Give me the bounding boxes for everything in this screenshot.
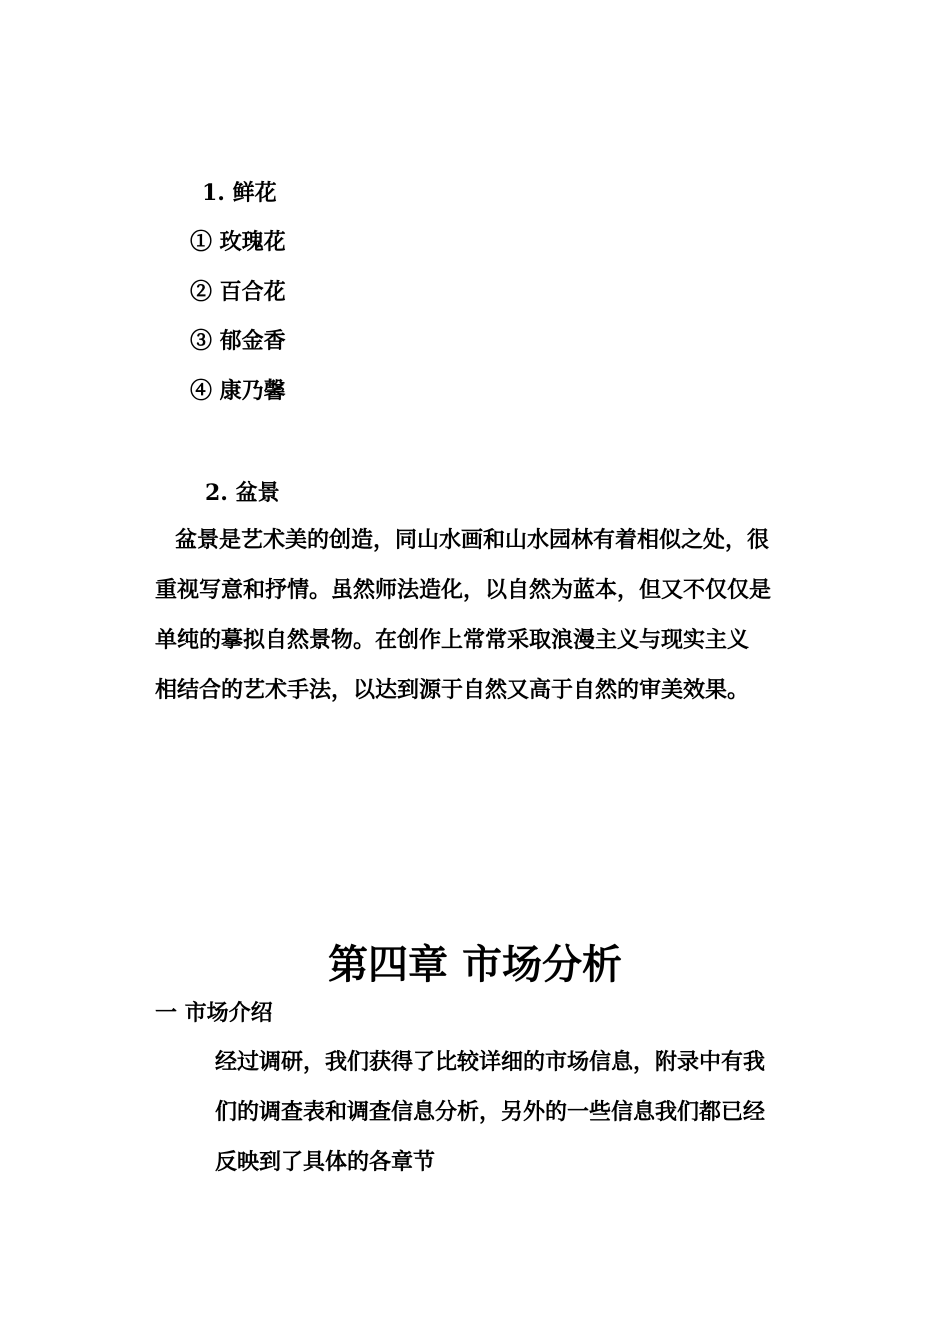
bonsai-paragraph-line-4: 相结合的艺术手法，以达到源于自然又高于自然的审美效果。 bbox=[155, 677, 750, 703]
market-paragraph-line-3: 反映到了具体的各章节 bbox=[215, 1149, 436, 1175]
list-item-carnation: ④ 康乃馨 bbox=[190, 378, 286, 404]
market-paragraph-line-2: 们的调查表和调查信息分析，另外的一些信息我们都已经 bbox=[215, 1099, 766, 1125]
list-item-tulip: ③ 郁金香 bbox=[190, 328, 286, 354]
list-item-rose: ① 玫瑰花 bbox=[190, 229, 286, 255]
market-paragraph-line-1: 经过调研，我们获得了比较详细的市场信息，附录中有我 bbox=[215, 1049, 766, 1075]
subsection-heading-market-intro: 一 市场介绍 bbox=[155, 1000, 273, 1026]
bonsai-paragraph-line-3: 单纯的摹拟自然景物。在创作上常常采取浪漫主义与现实主义 bbox=[155, 627, 750, 653]
bonsai-paragraph-line-1: 盆景是艺术美的创造，同山水画和山水园林有着相似之处，很 bbox=[175, 527, 770, 553]
list-item-lily: ② 百合花 bbox=[190, 279, 286, 305]
bonsai-paragraph-line-2: 重视写意和抒情。虽然师法造化，以自然为蓝本，但又不仅仅是 bbox=[155, 577, 772, 603]
chapter-title: 第四章 市场分析 bbox=[328, 941, 622, 988]
section-heading-bonsai: 2. 盆景 bbox=[205, 480, 280, 506]
section-heading-flowers: 1. 鲜花 bbox=[202, 180, 277, 206]
